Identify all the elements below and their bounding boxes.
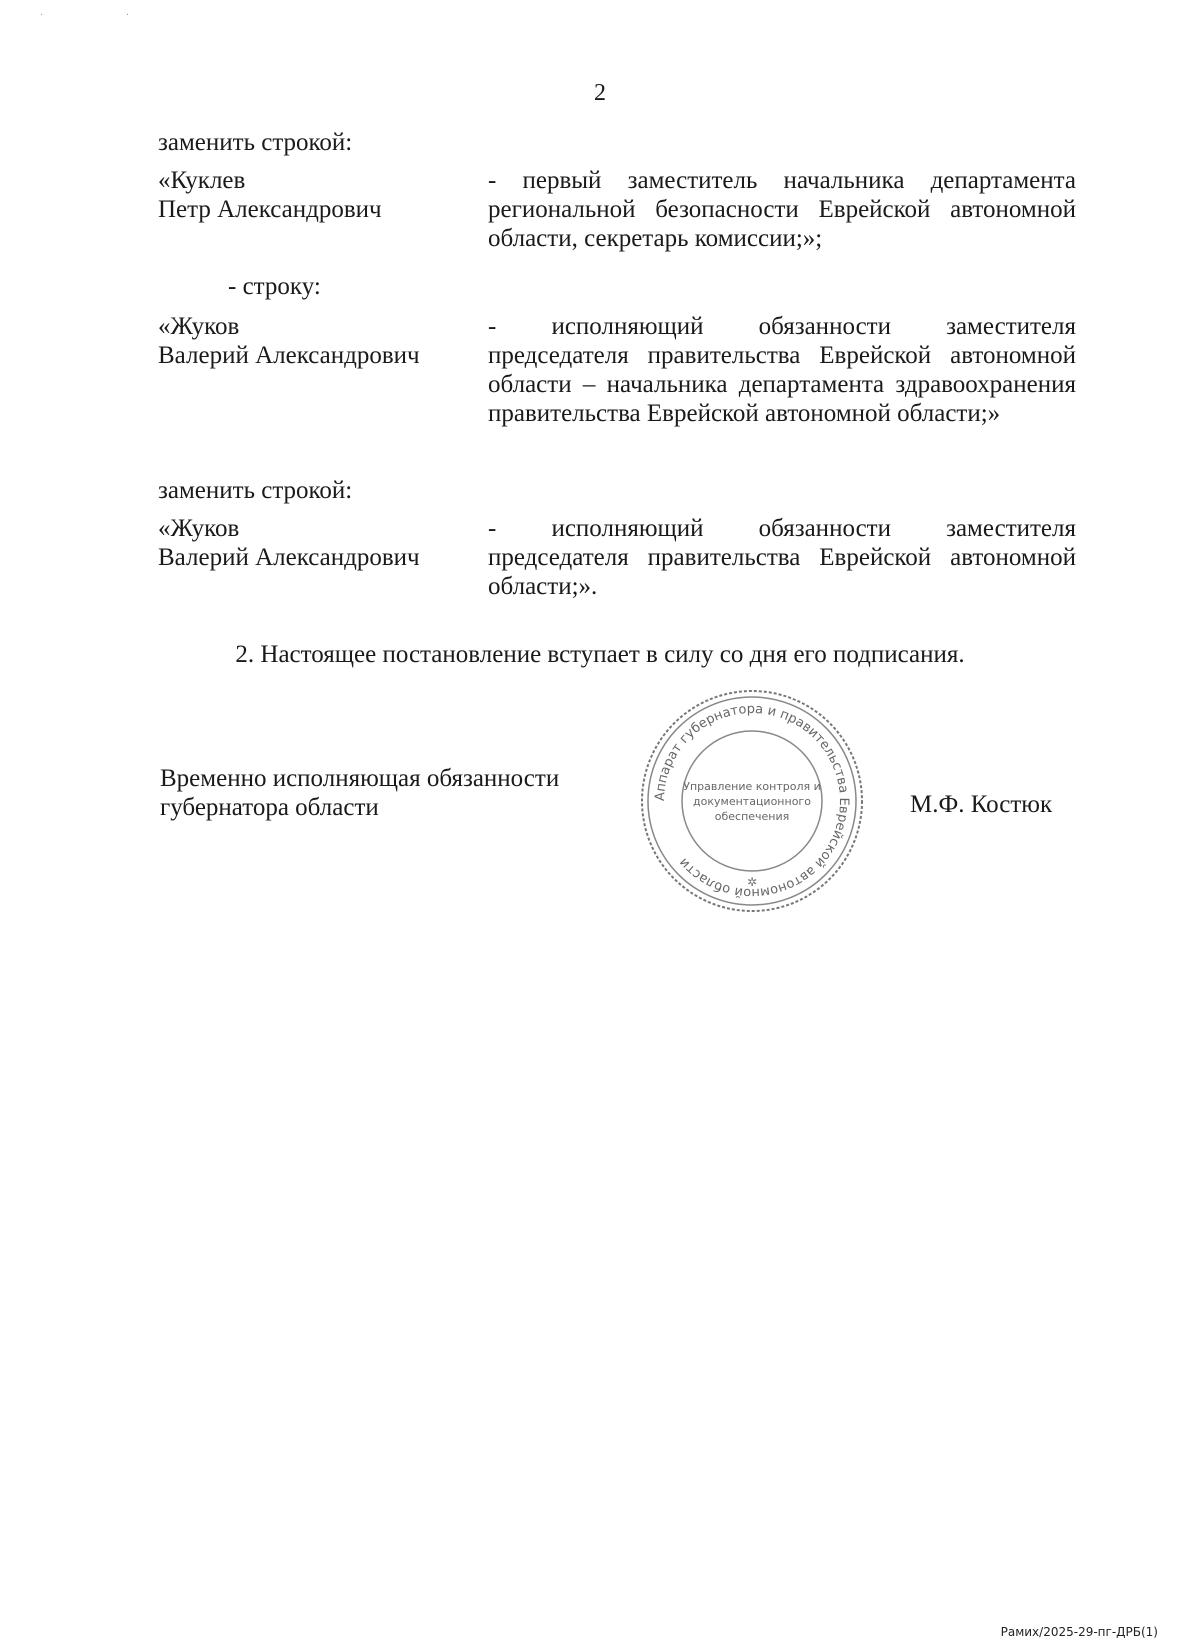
official-stamp	[637, 686, 867, 916]
page-number: 2	[594, 80, 606, 106]
entry-name-zhukov-new	[158, 514, 420, 572]
stamp-inner-line: обеспечения	[714, 810, 790, 823]
instruction-replace-1: заменить строкой:	[158, 129, 353, 156]
stamp-inner-line: Управление контроля и	[683, 780, 821, 793]
paragraph-2: 2. Настоящее постановление вступает в силу со дня его подписания.	[235, 641, 965, 668]
stamp-outer-text: Аппарат губернатора и правительства Еврейской автономной области	[652, 701, 852, 901]
name-line: «Жуков	[158, 313, 240, 340]
signatory-role	[160, 764, 559, 822]
instruction-replace-2: заменить строкой:	[158, 477, 353, 504]
document-code: Рамих/2025-29-пг-ДРБ(1)	[1000, 1625, 1158, 1639]
stamp-star-icon: ✲	[746, 875, 758, 889]
entry-description-zhukov-old: - исполняющий обязанности заместителя председателя правительства Еврейской автономной области – начальника департамента здравоохранения правительства Еврейской автономной области;»	[488, 313, 1076, 427]
role-line: губернатора области	[160, 794, 379, 821]
entry-description-kuklev: - первый заместитель начальника департамента региональной безопасности Еврейской автономной области, секретарь комиссии;»;	[488, 167, 1076, 252]
name-line: Петр Александрович	[158, 196, 382, 223]
role-line: Временно исполняющая обязанности	[160, 765, 560, 792]
name-line: Валерий Александрович	[158, 342, 420, 369]
signatory-name: М.Ф. Костюк	[910, 791, 1053, 818]
entry-name-kuklev	[158, 166, 382, 224]
instruction-line: - строку:	[228, 273, 321, 300]
name-line: «Жуков	[158, 515, 240, 542]
name-line: Валерий Александрович	[158, 544, 420, 571]
entry-name-zhukov-old	[158, 312, 420, 370]
stamp-inner-line: документационного	[693, 795, 811, 808]
name-line: «Куклев	[158, 167, 246, 194]
entry-description-zhukov-new: - исполняющий обязанности заместителя председателя правительства Еврейской автономной области;».	[488, 515, 1076, 600]
scan-specks: · ·	[40, 10, 130, 21]
